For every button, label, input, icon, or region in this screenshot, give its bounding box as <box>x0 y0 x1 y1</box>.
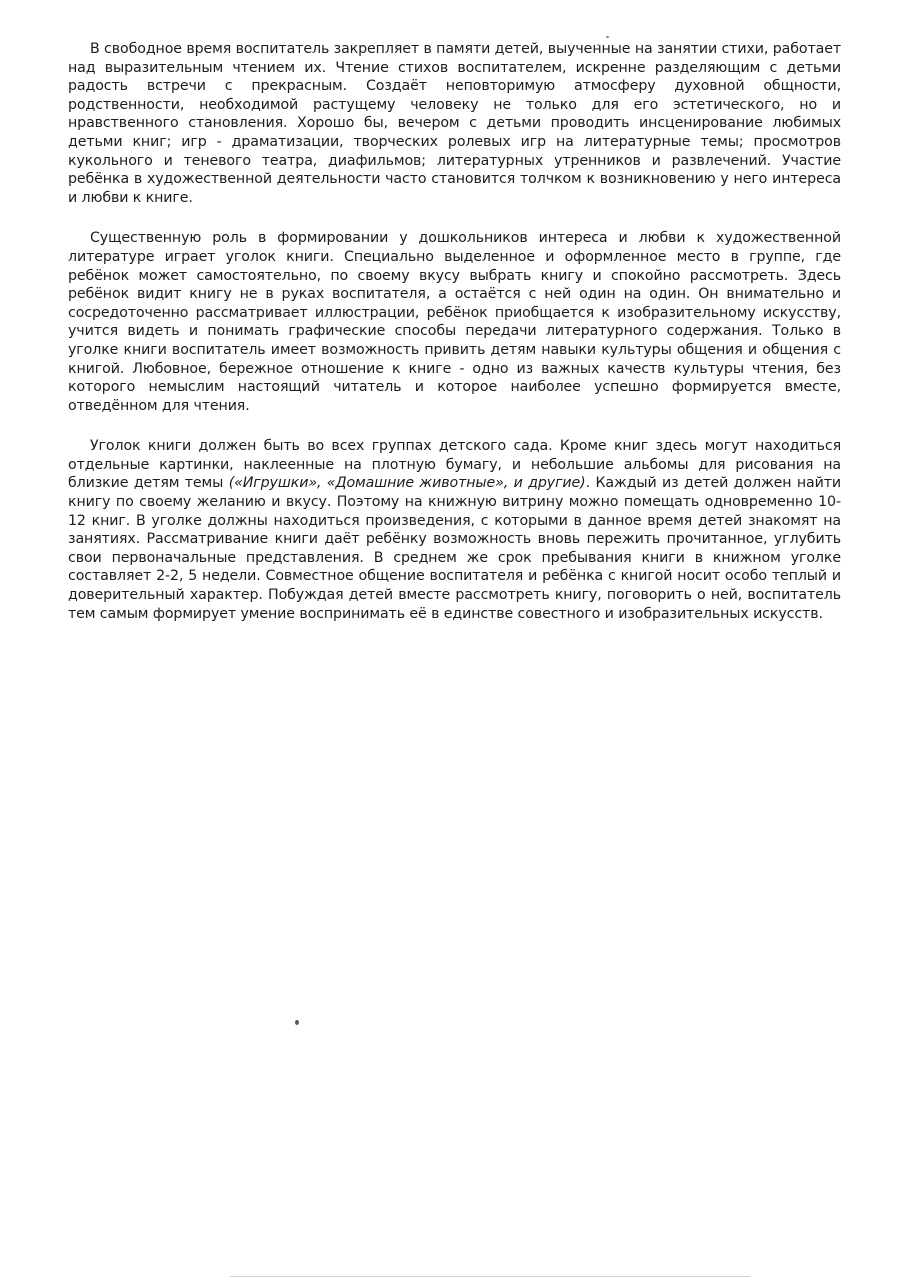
paragraph-2 <box>68 229 841 415</box>
paragraph-text: В свободное время воспитатель закрепляет в памяти детей, выученные на занятии стихи, работает над выразительным чтением их. Чтение стихов воспитателем, искренне разделяющим с детьми радость встречи с прекрасным. Создаёт неповторимую атмосферу духовной общности, родственности, необходимой растущему человеку не только для его эстетического, но и нравственного становления. Хорошо бы, вечером с детьми проводить инсценирование любимых детьми книг; игр - драматизации, творческих ролевых игр на литературные темы; просмотров кукольного и теневого театра, диафильмов; литературных утренников и развлечений. Участие ребёнка в художественной деятельности часто становится толчком к возникновению у него интереса и любви к книге. <box>68 41 841 206</box>
paragraph-3 <box>68 437 841 623</box>
paragraph-text: . Каждый из детей должен найти книгу по своему желанию и вкусу. Поэтому на книжную витрину можно помещать одновременно 10-12 книг. В уголке должны находиться произведения, с которыми в данное время детей знакомят на занятиях. Рассматривание книги даёт ребёнку возможность вновь пережить прочитанное, углубить свои первоначальные представления. В среднем же срок пребывания книги в книжном уголке составляет 2-2, 5 недели. Совместное общение воспитателя и ребёнка с книгой носит особо теплый и доверительный характер. Побуждая детей вместе рассмотреть книгу, поговорить о ней, воспитатель тем самым формирует умение воспринимать её в единстве совестного и изобразительных искусств. <box>68 475 842 622</box>
paragraph-text: Существенную роль в формировании у дошкольников интереса и любви к художественной литературе играет уголок книги. Специально выделенное и оформленное место в группе, где ребёнок может самостоятельно, по своему вкусу выбрать книгу и спокойно рассмотреть. Здесь ребёнок видит книгу не в руках воспитателя, а остаётся с ней один на один. Он внимательно и сосредоточенно рассматривает иллюстрации, ребёнок приобщается к изобразительному искусству, учится видеть и понимать графические способы передачи литературного содержания. Только в уголке книги воспитатель имеет возможность привить детям навыки культуры общения и общения с книгой. Любовное, бережное отношение к книге - одно из важных качеств культуры чтения, без которого немыслим настоящий читатель и которое наиболее успешно формируется вместе, отведённом для чтения. <box>68 230 841 414</box>
document-body <box>68 40 841 645</box>
scan-speck <box>295 1020 299 1025</box>
scan-speck <box>606 36 609 38</box>
italic-examples: («Игрушки», «Домашние животные», и другие) <box>228 475 586 492</box>
paragraph-text: Уголок книги должен быть во всех группах детского сада. Кроме книг здесь могут находиться отдельные картинки, наклеенные на плотную бумагу, и небольшие альбомы для рисования на близкие детям темы <box>68 438 841 492</box>
paragraph-1 <box>68 40 841 207</box>
scan-edge-line <box>230 1276 750 1277</box>
